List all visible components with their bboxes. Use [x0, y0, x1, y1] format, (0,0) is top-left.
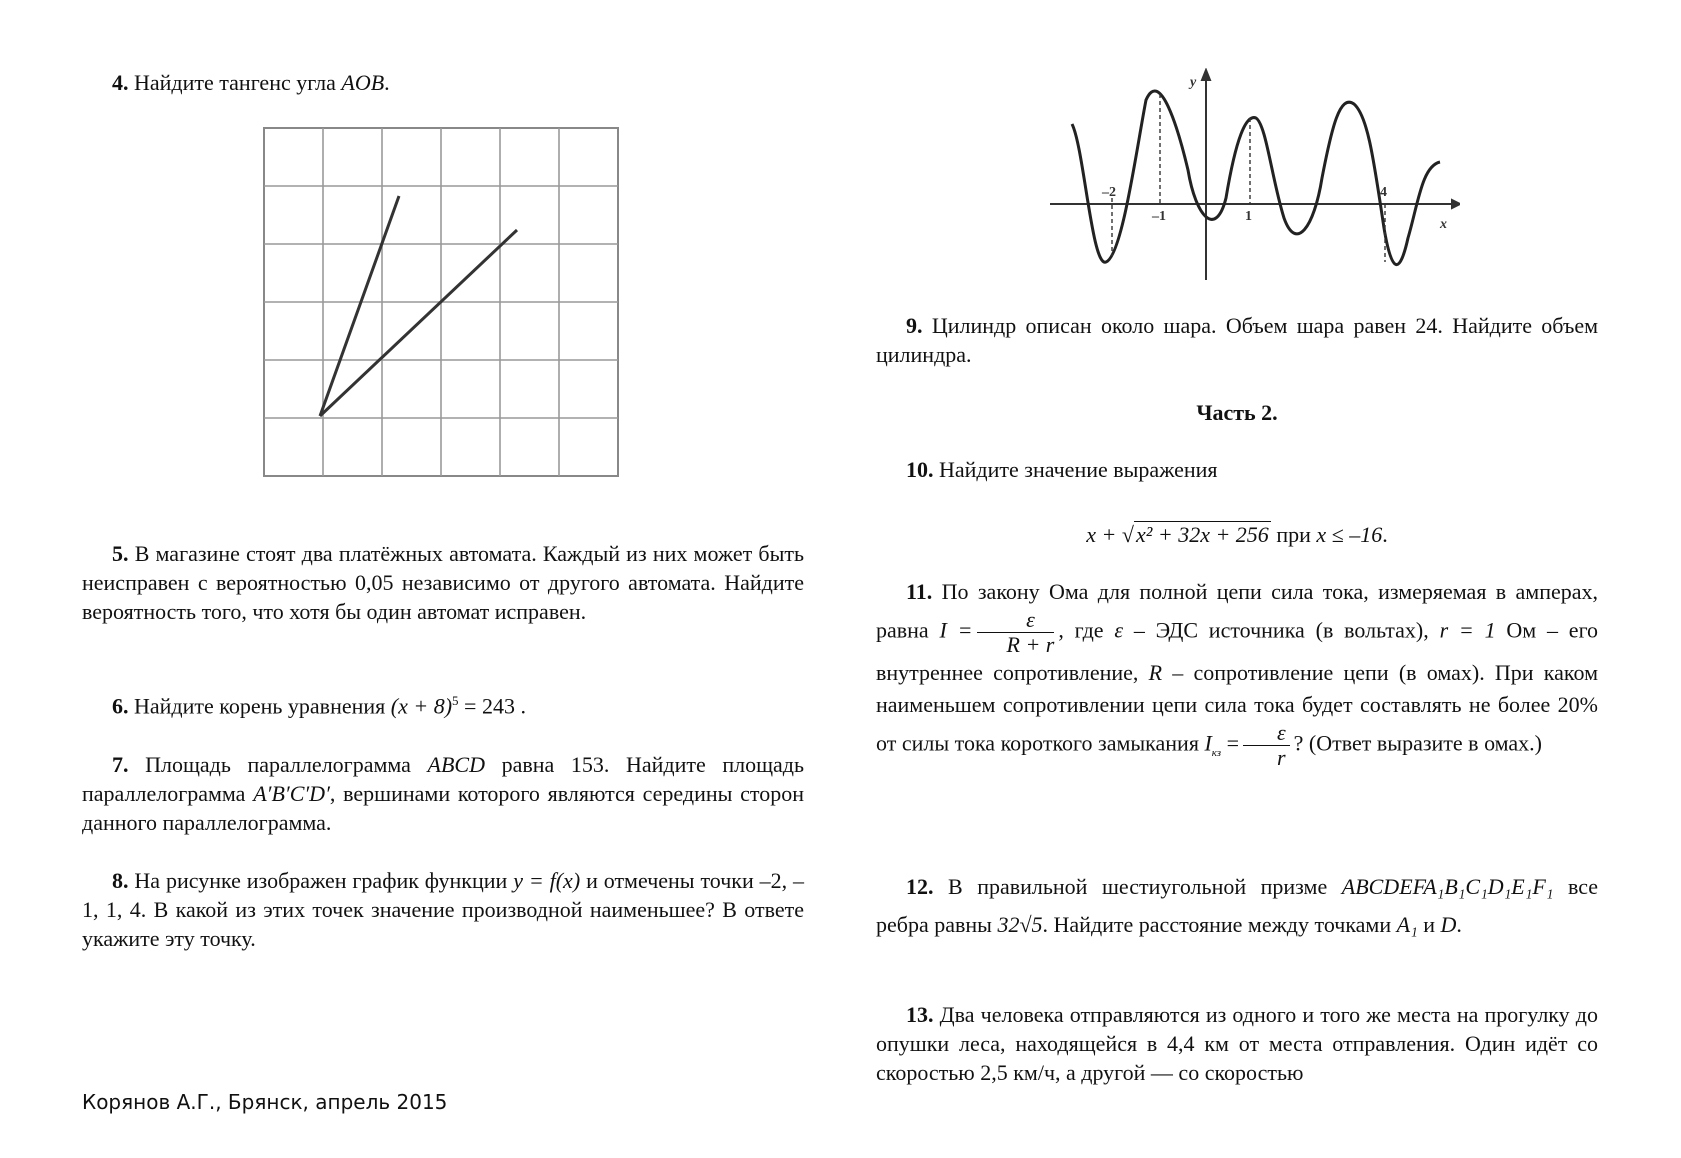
- footer-credit: Корянов А.Г., Брянск, апрель 2015: [82, 1090, 448, 1114]
- ray-ob: [320, 196, 399, 416]
- problem-5: 5. В магазине стоят два платёжных автомата. Каждый из них может быть неисправен с вероятностью 0,05 независимо от другого автомата. Найдите вероятность того, что хотя бы один автомат исправен.: [82, 541, 805, 624]
- part-2-heading: Часть 2.: [1196, 400, 1278, 425]
- tick-label-m2: –2: [1102, 185, 1116, 200]
- problem-9: 9. Цилиндр описан около шара. Объем шара равен 24. Найдите объем цилиндра.: [876, 313, 1599, 367]
- problem-8: 8. На рисунке изображен график функции y = f(x) и отмечены точки –2, –1, 1, 4. В какой из этих точек значение производной наименьшее? В ответе укажите эту точку.: [82, 868, 805, 951]
- label-y: y: [1190, 75, 1197, 90]
- problem-12: 12. В правильной шестиугольной призме ABCDEFA₁B₁C₁D₁E₁F₁ все ребра равны 32√5. Найдите расстояние между точками A₁ и D.: [876, 874, 1599, 937]
- problem-11: 11. По закону Ома для полной цепи сила тока, измеряемая в амперах, равна I = $\frac{\varepsilon}{R + r}$ , где ε – ЭДС источника (в вольтах), r = 1 Ом – его внутреннее сопротивление, R – сопротивление цепи (в омах). При каком наименьшем сопротивлении цепи сила тока будет составлять не более 20% от силы тока короткого замыкания $I_{кз}$ = $\frac{\varepsilon}{r}$ ? (Ответ выразите в омах.): [876, 579, 1599, 770]
- label-x: x: [1440, 217, 1447, 232]
- y-axis-arrow: [1202, 70, 1210, 80]
- problem-7: 7. Площадь параллелограмма ABCD равна 153. Найдите площадь параллелограмма A′B′C′D′, вершинами которого являются середины сторон данного параллелограмма.: [82, 752, 804, 835]
- problem-10-expression: x + √x² + 32x + 256 при x ≤ –16.: [1086, 522, 1388, 547]
- short-circuit-fraction: $\frac{\varepsilon}{r}$: [1243, 721, 1290, 770]
- problem-10: 10. Найдите значение выражения: [906, 457, 1218, 482]
- tick-label-m1: –1: [1152, 209, 1166, 224]
- function-curve: [1072, 91, 1440, 265]
- tick-label-p4: 4: [1380, 185, 1387, 200]
- function-graph-figure: [1040, 68, 1460, 288]
- ray-oa: [320, 230, 517, 416]
- problem-6: 6. Найдите корень уравнения $(x + 8)^5 = 243$ .: [112, 693, 526, 719]
- tick-label-p1: 1: [1245, 209, 1252, 224]
- problem-13: 13. Два человека отправляются из одного и того же места на прогулку до опушки леса, находящейся в 4,4 км от места отправления. Один идёт со скоростью 2,5 км/ч, а другой — со скоростью: [876, 1002, 1599, 1085]
- x-axis-arrow: [1452, 200, 1460, 208]
- angle-grid-figure: [262, 126, 620, 478]
- ohm-fraction: $\frac{\varepsilon}{R + r}$: [977, 608, 1055, 657]
- problem-4: 4. Найдите тангенс угла AOB.: [112, 70, 390, 95]
